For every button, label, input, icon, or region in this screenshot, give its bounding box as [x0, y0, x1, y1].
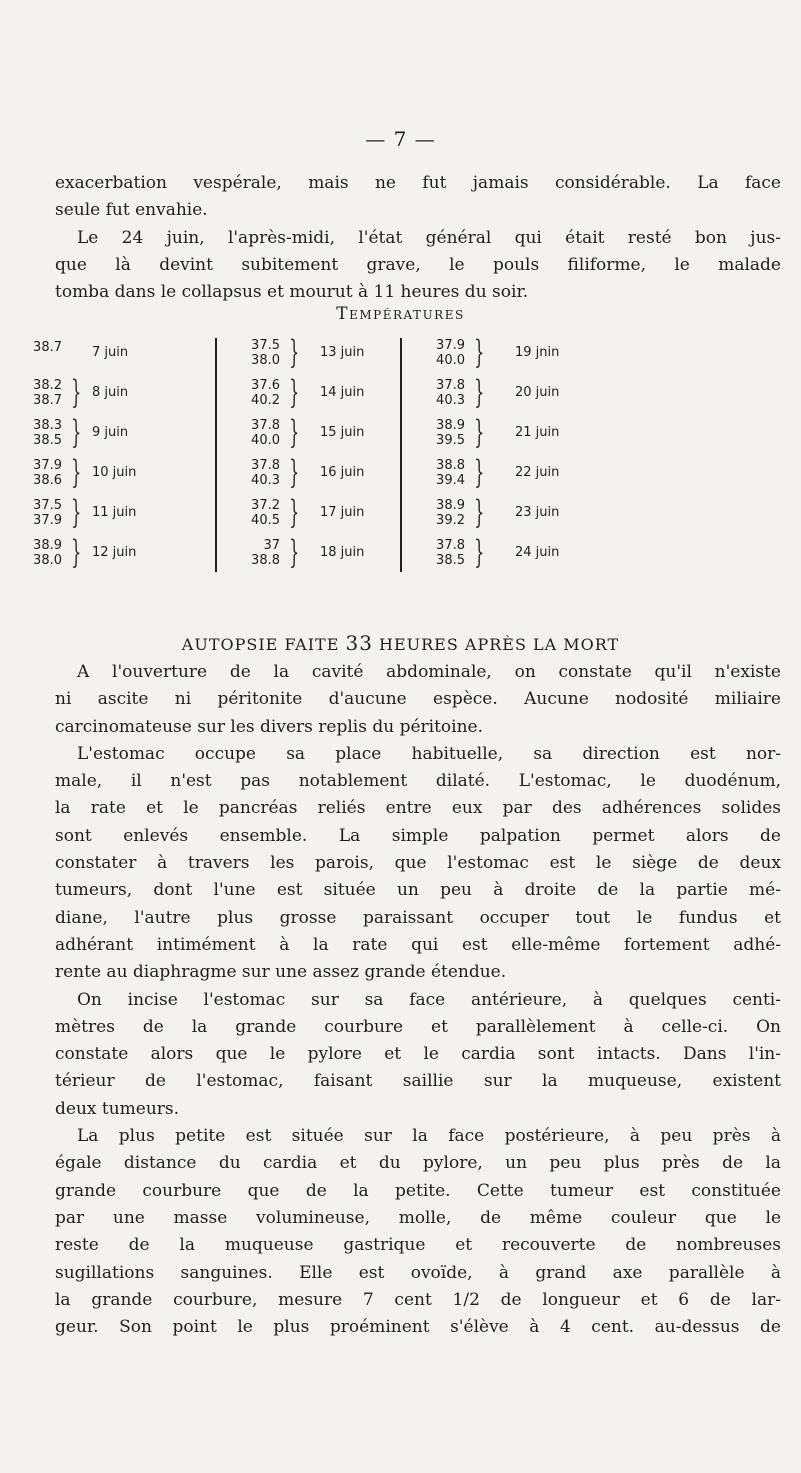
brace-mark: }	[289, 333, 300, 371]
temperature-value: 37.8	[436, 538, 465, 553]
text-line: constate alors que le pylore et le cardia sont intacts. Dans l'in-	[55, 1044, 781, 1065]
text-line: constater à travers les parois, que l'estomac est le siège de deux	[55, 853, 781, 874]
autopsy-text	[55, 659, 781, 1341]
temperature-date: 20 juin	[515, 385, 560, 400]
autopsy-heading-after: HEURES APRÈS LA MORT	[379, 635, 620, 654]
temperature-value: 38.9	[436, 418, 465, 433]
text-line: mètres de la grande courbure et parallèlement à celle-ci. On	[55, 1016, 781, 1037]
temperature-table	[0, 333, 801, 618]
temperature-value: 40.3	[436, 393, 465, 408]
temperature-date: 19 jnin	[515, 345, 560, 360]
temperature-value: 37.9	[33, 513, 62, 528]
autopsy-heading	[0, 631, 801, 655]
temperature-value: 37.8	[436, 378, 465, 393]
intro-paragraph	[55, 170, 781, 306]
temperature-date: 24 juin	[515, 545, 560, 560]
text-line: égale distance du cardia et du pylore, un peu plus près de la	[55, 1153, 781, 1174]
temperature-value: 37.5	[251, 338, 280, 353]
temperature-value: 38.5	[33, 433, 62, 448]
text-line: carcinomateuse sur les divers replis du péritoine.	[55, 716, 484, 737]
temperature-date: 10 juin	[92, 465, 137, 480]
brace-mark: }	[71, 493, 82, 531]
brace-mark: }	[71, 373, 82, 411]
text-line: la rate et le pancréas reliés entre eux par des adhérences solides	[55, 798, 781, 819]
brace-mark: }	[289, 453, 300, 491]
temperature-value: 37.2	[251, 498, 280, 513]
temperature-value: 37.8	[251, 458, 280, 473]
temperature-value: 40.0	[251, 433, 280, 448]
temperature-date: 8 juin	[92, 385, 129, 400]
text-line: adhérant intimément à la rate qui est elle-même fortement adhé-	[55, 934, 781, 955]
text-line: térieur de l'estomac, faisant saillie sur la muqueuse, existent	[55, 1071, 781, 1092]
text-line: diane, l'autre plus grosse paraissant occuper tout le fundus et	[55, 907, 781, 928]
text-line: sont enlevés ensemble. La simple palpation permet alors de	[55, 825, 781, 846]
temperature-date: 21 juin	[515, 425, 560, 440]
temperature-date: 17 juin	[320, 505, 365, 520]
text-line: sugillations sanguines. Elle est ovoïde, à grand axe parallèle à	[55, 1262, 781, 1283]
brace-mark: }	[71, 453, 82, 491]
brace-mark: }	[289, 533, 300, 571]
page-number: — 7 —	[365, 127, 436, 151]
temperature-value: 37.5	[33, 498, 62, 513]
brace-mark: }	[71, 533, 82, 571]
temperature-value: 39.5	[436, 433, 465, 448]
temperature-value: 38.2	[33, 378, 62, 393]
text-line: La plus petite est située sur la face postérieure, à peu près à	[77, 1126, 781, 1147]
temperature-date: 15 juin	[320, 425, 365, 440]
temperature-value: 37.8	[251, 418, 280, 433]
autopsy-heading-before: AUTOPSIE FAITE	[181, 635, 340, 654]
temperature-value: 38.0	[33, 553, 62, 568]
temperature-date: 22 juin	[515, 465, 560, 480]
temperature-value: 40.5	[251, 513, 280, 528]
text-line: seule fut envahie.	[55, 200, 208, 221]
text-line: par une masse volumineuse, molle, de même couleur que le	[55, 1207, 781, 1228]
text-line: reste de la muqueuse gastrique et recouverte de nombreuses	[55, 1235, 781, 1256]
column-divider	[215, 338, 217, 572]
temperature-date: 16 juin	[320, 465, 365, 480]
temperature-value: 39.2	[436, 513, 465, 528]
temperature-value: 40.2	[251, 393, 280, 408]
text-line: grande courbure que de la petite. Cette tumeur est constituée	[55, 1180, 781, 1201]
brace-mark: }	[474, 333, 485, 371]
temperature-value: 38.0	[251, 353, 280, 368]
temperature-value: 38.8	[251, 553, 280, 568]
text-line: geur. Son point le plus proéminent s'élève à 4 cent. au-dessus de	[55, 1317, 781, 1338]
brace-mark: }	[474, 493, 485, 531]
brace-mark: }	[474, 373, 485, 411]
temperature-value: 38.9	[33, 538, 62, 553]
text-line: exacerbation vespérale, mais ne fut jamais considérable. La face	[55, 173, 781, 193]
text-line: A l'ouverture de la cavité abdominale, on constate qu'il n'existe	[77, 662, 781, 682]
temperature-date: 12 juin	[92, 545, 137, 560]
brace-mark: }	[474, 533, 485, 571]
text-line: Le 24 juin, l'après-midi, l'état général qui était resté bon jus-	[77, 227, 781, 248]
text-line: On incise l'estomac sur sa face antérieure, à quelques centi-	[77, 989, 781, 1010]
temperature-date: 23 juin	[515, 505, 560, 520]
brace-mark: }	[474, 453, 485, 491]
temperature-value: 37	[263, 538, 280, 553]
brace-mark: }	[289, 413, 300, 451]
temperature-date: 13 juin	[320, 345, 365, 360]
brace-mark: }	[71, 413, 82, 451]
temperature-date: 18 juin	[320, 545, 365, 560]
temperature-value: 40.0	[436, 353, 465, 368]
text-line: tumeurs, dont l'une est située un peu à droite de la partie mé-	[55, 880, 781, 901]
temperature-value: 38.5	[436, 553, 465, 568]
temperature-value: 38.6	[33, 473, 62, 488]
text-line: la grande courbure, mesure 7 cent 1/2 de longueur et 6 de lar-	[55, 1289, 781, 1310]
temperature-value: 37.9	[436, 338, 465, 353]
temperature-value: 38.9	[436, 498, 465, 513]
brace-mark: }	[289, 373, 300, 411]
temperature-date: 7 juin	[92, 345, 129, 360]
text-line: rente au diaphragme sur une assez grande étendue.	[55, 962, 507, 983]
text-line: ni ascite ni péritonite d'aucune espèce. Aucune nodosité miliaire	[55, 689, 781, 710]
temperature-date: 9 juin	[92, 425, 129, 440]
text-line: deux tumeurs.	[55, 1098, 180, 1119]
text-line: tomba dans le collapsus et mourut à 11 heures du soir.	[55, 282, 529, 303]
temperature-value: 37.6	[251, 378, 280, 393]
temperature-date: 11 juin	[92, 505, 137, 520]
text-line: male, il n'est pas notablement dilaté. L'estomac, le duodénum,	[55, 771, 781, 792]
temperature-value: 38.7	[33, 340, 62, 355]
table-title: Températures	[336, 304, 465, 324]
temperature-value: 37.9	[33, 458, 62, 473]
temperature-date: 14 juin	[320, 385, 365, 400]
temperature-value: 38.7	[33, 393, 62, 408]
column-divider	[400, 338, 402, 572]
text-line: que là devint subitement grave, le pouls filiforme, le malade	[55, 254, 781, 275]
text-line: L'estomac occupe sa place habituelle, sa direction est nor-	[77, 743, 781, 764]
autopsy-heading-hours: 33	[345, 631, 373, 655]
temperature-value: 39.4	[436, 473, 465, 488]
temperature-value: 38.3	[33, 418, 62, 433]
temperature-value: 40.3	[251, 473, 280, 488]
brace-mark: }	[474, 413, 485, 451]
temperature-value: 38.8	[436, 458, 465, 473]
brace-mark: }	[289, 493, 300, 531]
